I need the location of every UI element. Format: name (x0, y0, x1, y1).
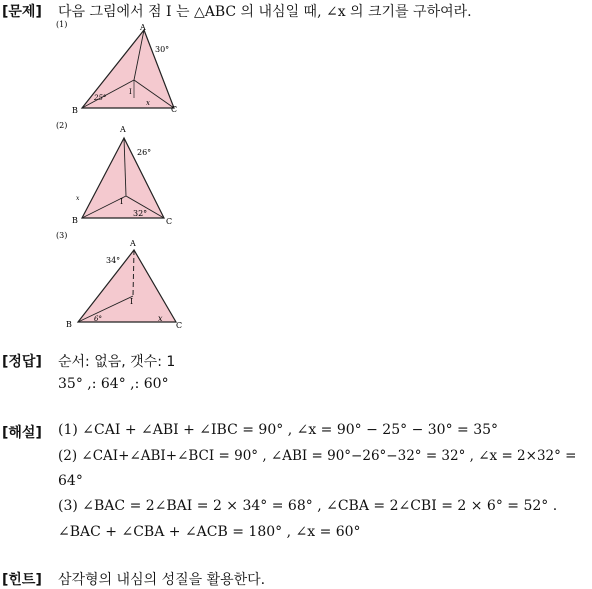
explanation-line-2: (2) ∠CAI+∠ABI+∠BCI = 90° , ∠ABI = 90°−26°−32° = 32° , ∠x = 2×32° = (58, 448, 577, 464)
figure-2 (54, 118, 194, 228)
angle-left-label: 6° (94, 315, 102, 323)
vertex-b: B (72, 216, 78, 225)
point-i: I (130, 297, 134, 306)
answer-line-2: 35° ,: 64° ,: 60° (58, 376, 169, 392)
angle-right-label: x (146, 99, 150, 107)
vertex-a: A (130, 239, 136, 248)
figure-number: (3) (56, 231, 68, 240)
answer-line-1: 순서: 없음, 갯수: 1 (58, 354, 176, 370)
hint-label: [힌트] (2, 572, 42, 588)
problem-question: 다음 그림에서 점 I 는 △ABC 의 내심일 때, ∠x 의 크기를 구하여라. (58, 4, 472, 20)
problem-label: [문제] (2, 4, 42, 20)
angle-top-label: 30° (155, 45, 170, 54)
vertex-c: C (166, 217, 173, 226)
figure-number: (1) (56, 20, 68, 29)
explanation-line-3: 64° (58, 473, 83, 489)
triangle-abc (78, 250, 176, 322)
hint-text: 삼각형의 내심의 성질을 활용한다. (58, 572, 266, 588)
answer-label: [정답] (2, 354, 42, 370)
angle-right-label: 32° (133, 209, 148, 218)
point-i: I (129, 88, 132, 96)
explanation-label: [해설] (2, 425, 42, 441)
explanation-line-1: (1) ∠CAI + ∠ABI + ∠IBC = 90° , ∠x = 90° − 25° − 30° = 35° (58, 422, 499, 438)
point-i: I (120, 197, 124, 206)
angle-top-label: 34° (106, 256, 121, 265)
figure-1 (54, 18, 194, 130)
explanation-line-4: (3) ∠BAC = 2∠BAI = 2 × 34° = 68° , ∠CBA = 2∠CBI = 2 × 6° = 52° . (58, 498, 558, 514)
angle-right-label: x (158, 314, 163, 323)
triangle-abc (82, 138, 164, 218)
explanation-line-5: ∠BAC + ∠CBA + ∠ACB = 180° , ∠x = 60° (58, 524, 361, 540)
vertex-a: A (120, 125, 126, 134)
figure-number: (2) (56, 121, 68, 130)
vertex-c: C (171, 105, 178, 114)
angle-left-label: x (76, 195, 80, 202)
vertex-a: A (140, 23, 146, 32)
vertex-b: B (66, 320, 72, 329)
angle-left-label: 25° (94, 94, 107, 102)
vertex-b: B (72, 106, 78, 115)
vertex-c: C (176, 321, 183, 330)
angle-top-label: 26° (137, 148, 152, 157)
figure-3 (54, 228, 194, 336)
